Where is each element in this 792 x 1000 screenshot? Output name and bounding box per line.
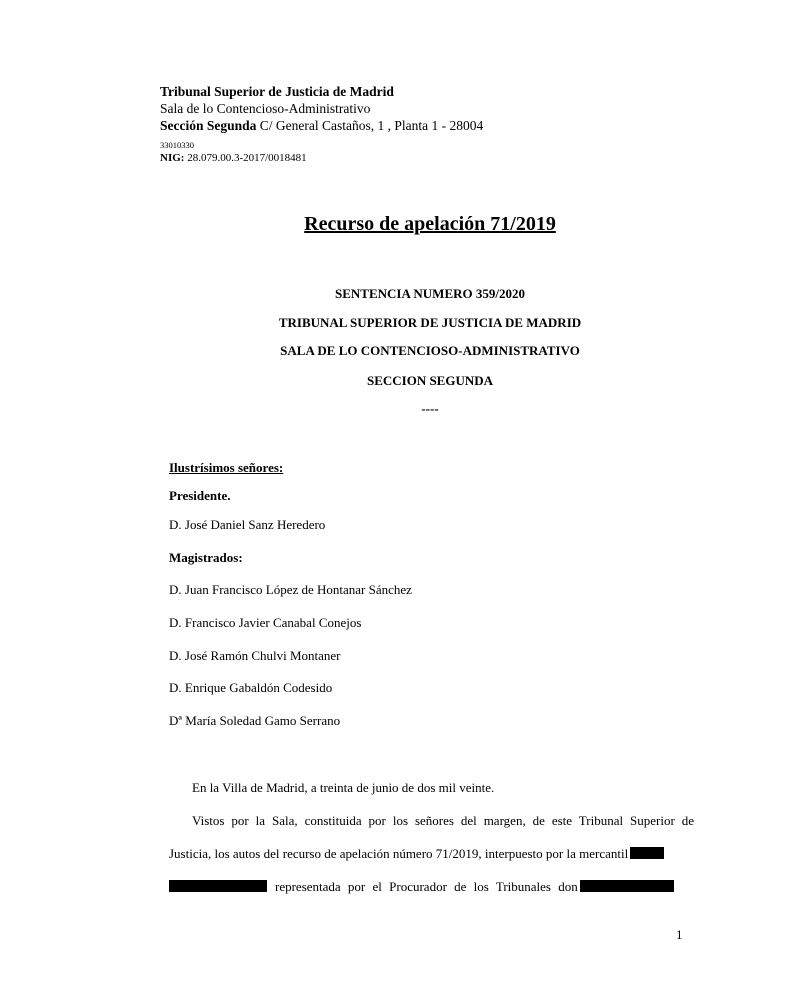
magistrate-2: D. Francisco Javier Canabal Conejos — [169, 615, 362, 630]
court-code: 33010330 — [160, 140, 194, 150]
body-line-3 — [169, 879, 674, 895]
magistrate-5: Dª María Soledad Gamo Serrano — [169, 713, 341, 728]
panel-intro: Ilustrísimos señores: — [169, 460, 284, 475]
nig-line — [160, 150, 307, 167]
heading-court: TRIBUNAL SUPERIOR DE JUSTICIA DE MADRID — [278, 315, 582, 330]
page-number: 1 — [676, 927, 683, 942]
magistrate-4: D. Enrique Gabaldón Codesido — [169, 680, 333, 695]
nig-label: NIG: — [160, 152, 185, 164]
section-label: Sección Segunda — [160, 118, 257, 133]
heading-separator: ---- — [421, 401, 439, 416]
president-label: Presidente. — [169, 488, 231, 503]
document-title: Recurso de apelación 71/2019 — [304, 213, 556, 235]
sentence-number: SENTENCIA NUMERO 359/2020 — [335, 286, 525, 301]
magistrate-3: D. José Ramón Chulvi Montaner — [169, 648, 341, 663]
court-address: C/ General Castaños, 1 , Planta 1 - 28004 — [259, 118, 484, 133]
heading-section: SECCION SEGUNDA — [366, 373, 494, 388]
body-line-2-text: Justicia, los autos del recurso de apelación número 71/2019, interpuesto por la mercantil — [169, 846, 629, 861]
redaction-block — [580, 880, 674, 892]
body-line-3-text: representada por el Procurador de los Tribunales don — [275, 879, 578, 894]
court-name: Tribunal Superior de Justicia de Madrid — [160, 84, 394, 99]
nig-value: 28.079.00.3-2017/0018481 — [187, 152, 307, 164]
body-line-2 — [169, 846, 694, 862]
place-date: En la Villa de Madrid, a treinta de junio de dos mil veinte. — [192, 780, 495, 795]
redaction-block — [630, 847, 664, 859]
redaction-block — [169, 880, 267, 892]
president-name: D. José Daniel Sanz Heredero — [169, 517, 326, 532]
body-line-1: Vistos por la Sala, constituida por los señores del margen, de este Tribunal Superior de — [192, 813, 694, 828]
chamber-name: Sala de lo Contencioso-Administrativo — [160, 101, 371, 116]
section-address — [160, 117, 483, 134]
magistrates-label: Magistrados: — [169, 550, 243, 565]
magistrate-1: D. Juan Francisco López de Hontanar Sánchez — [169, 582, 412, 597]
heading-chamber: SALA DE LO CONTENCIOSO-ADMINISTRATIVO — [280, 343, 580, 358]
